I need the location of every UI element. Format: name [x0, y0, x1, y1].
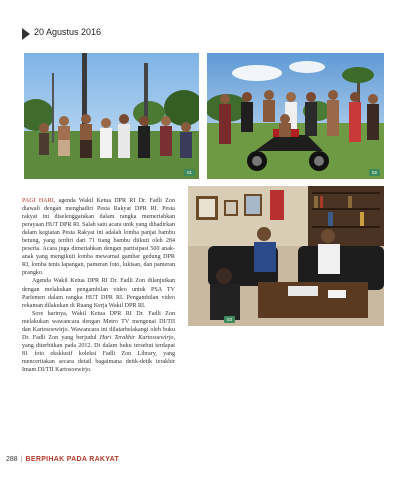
photo-number-badge: 02: [369, 169, 380, 176]
page-footer: [6, 456, 119, 463]
photo-3-illustration: [188, 186, 384, 326]
article-column: [22, 197, 175, 374]
paragraph-text: agenda Wakil Ketua DPR RI Dr. Fadli Zon diawali dengan menghadiri Pesta Rakyat DPR RI. Pesta rakyat ini diselenggarakan dalam rangka memeriahkan perayaan HUT DPR RI. Salah satu acara unik yang dihadirkan dalam kegiatan Pesta Rakyat ini adalah lomba panjat bambu betung, yang terdiri dari 71 tiang bambu diikuti oleh 284 peserta. Acara juga dimeriahkan dengan partisipasi 500 anak-anak yang mengikuti lomba mewarnai gambar gedung DPR RI, lomba tenis lapangan, pameran foto, lukisan, dan pameran prangko.: [22, 198, 175, 277]
date-text: 20 Agustus 2016: [34, 27, 102, 37]
page-number: 288: [6, 456, 18, 463]
book-title-footer: BERPIHAK PADA RAKYAT: [25, 456, 120, 463]
paragraph-text: , yang diterbitkan pada 2012. Di dalam buku tersebut terdapat 81 foto eksklusif koleksi Fadli Zon Library, yang menceritakan secara detail bagaimana detik-detik terakhir Imam DI/TII Kartosoewirjo.: [22, 334, 176, 373]
photo-pesta-rakyat: [24, 53, 199, 179]
lead-text: PAGI HARI,: [22, 198, 56, 204]
photo-number-badge: 01: [184, 169, 195, 176]
article-paragraph: Agenda Wakil Ketua DPR RI Dr. Fadli Zon dilanjutkan dengan melakukan pengambilan video untuk PSA TV Parlemen dalam rangka HUT DPR RI. Pengambilan video rekaman dilakukan di Ruang Kerja Wakil DPR RI.: [22, 278, 175, 309]
photo-number-badge: 03: [224, 316, 235, 323]
photo-1-illustration: [24, 53, 199, 179]
book-title: Hari Terakhir Kartosoewirjo: [99, 334, 174, 341]
arrow-right-icon: [22, 28, 30, 40]
article-paragraph: [22, 310, 175, 374]
photo-office-interview: [188, 186, 384, 326]
paragraph-text: Sore harinya, Wakil Ketua DPR RI Dr. Fadli Zon melakukan wawancara dengan Metro TV mengenai DI/TII dan Kartosoewirjo. Wawancara ini dilatarbelakangi oleh buku Dr. Fadli Zon yang berjudul: [22, 310, 175, 341]
footer-separator: |: [20, 456, 23, 463]
article-paragraph: [22, 197, 175, 277]
photo-motorcycle-group: [207, 53, 384, 179]
photo-2-illustration: [207, 53, 384, 179]
